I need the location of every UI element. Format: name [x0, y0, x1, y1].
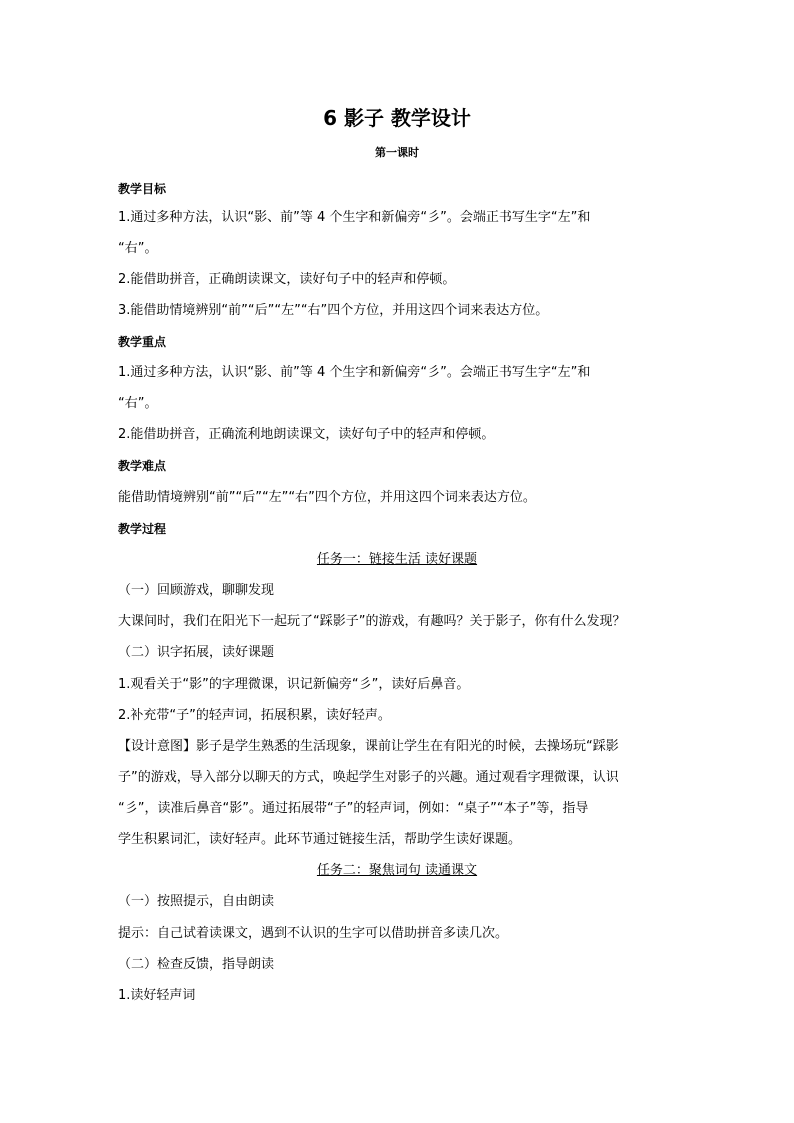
task2-line: 提示：自己试着读课文，遇到不认识的生字可以借助拼音多读几次。: [118, 926, 509, 941]
task1-line: 大课间时，我们在阳光下一起玩了“踩影子”的游戏，有趣吗？关于影子，你有什么发现？: [118, 614, 626, 629]
task1-line: （一）回顾游戏，聊聊发现: [118, 583, 275, 598]
document-subtitle: 第一课时: [375, 146, 419, 159]
design-intent-line: 子”的游戏，导入部分以聊天的方式，唤起学生对影子的兴趣。通过观看字理微课，认识: [118, 770, 619, 785]
key-line: 1.通过多种方法，认识“影、前”等 4 个生字和新偏旁“彡”。会端正书写生字“左”和: [118, 365, 591, 380]
task2-line: 1.读好轻声词: [118, 988, 196, 1003]
goal-line: 2.能借助拼音，正确朗读课文，读好句子中的轻声和停顿。: [118, 272, 456, 287]
difficulty-heading: 教学难点: [118, 459, 167, 473]
task2-line: （一）按照提示，自由朗读: [118, 894, 275, 909]
task1-line: 2.补充带“子”的轻声词，拓展积累，读好轻声。: [118, 708, 391, 723]
document-title: 6 影子 教学设计: [323, 106, 471, 130]
goal-line: 3.能借助情境辨别“前”“后”“左”“右”四个方位，并用这四个词来表达方位。: [118, 303, 549, 318]
process-heading: 教学过程: [118, 522, 167, 536]
task1-title: 任务一：链接生活 读好课题: [316, 552, 478, 567]
task2-line: （二）检查反馈，指导朗读: [118, 957, 275, 972]
design-intent-line: 【设计意图】影子是学生熟悉的生活现象，课前让学生在有阳光的时候，去操场玩“踩影: [118, 739, 619, 754]
key-heading: 教学重点: [118, 335, 167, 349]
task2-title: 任务二：聚焦词句 读通课文: [316, 863, 478, 878]
key-line: “右”。: [118, 396, 158, 411]
design-intent-line: “彡”，读准后鼻音“影”。通过拓展带“子”的轻声词，例如：“桌子”“本子”等，指导: [118, 801, 589, 816]
design-intent-line: 学生积累词汇，读好轻声。此环节通过链接生活，帮助学生读好课题。: [118, 832, 522, 847]
task1-line: 1.观看关于“影”的字理微课，识记新偏旁“彡”，读好后鼻音。: [118, 677, 470, 692]
goals-heading: 教学目标: [118, 182, 167, 196]
task1-line: （二）识字拓展，读好课题: [118, 645, 275, 660]
key-line: 2.能借助拼音，正确流利地朗读课文，读好句子中的轻声和停顿。: [118, 427, 495, 442]
goal-line: 1.通过多种方法，认识“影、前”等 4 个生字和新偏旁“彡”。会端正书写生字“左”和: [118, 210, 591, 225]
goal-line: “右”。: [118, 241, 158, 256]
difficulty-line: 能借助情境辨别“前”“后”“左”“右”四个方位，并用这四个词来表达方位。: [118, 490, 536, 505]
